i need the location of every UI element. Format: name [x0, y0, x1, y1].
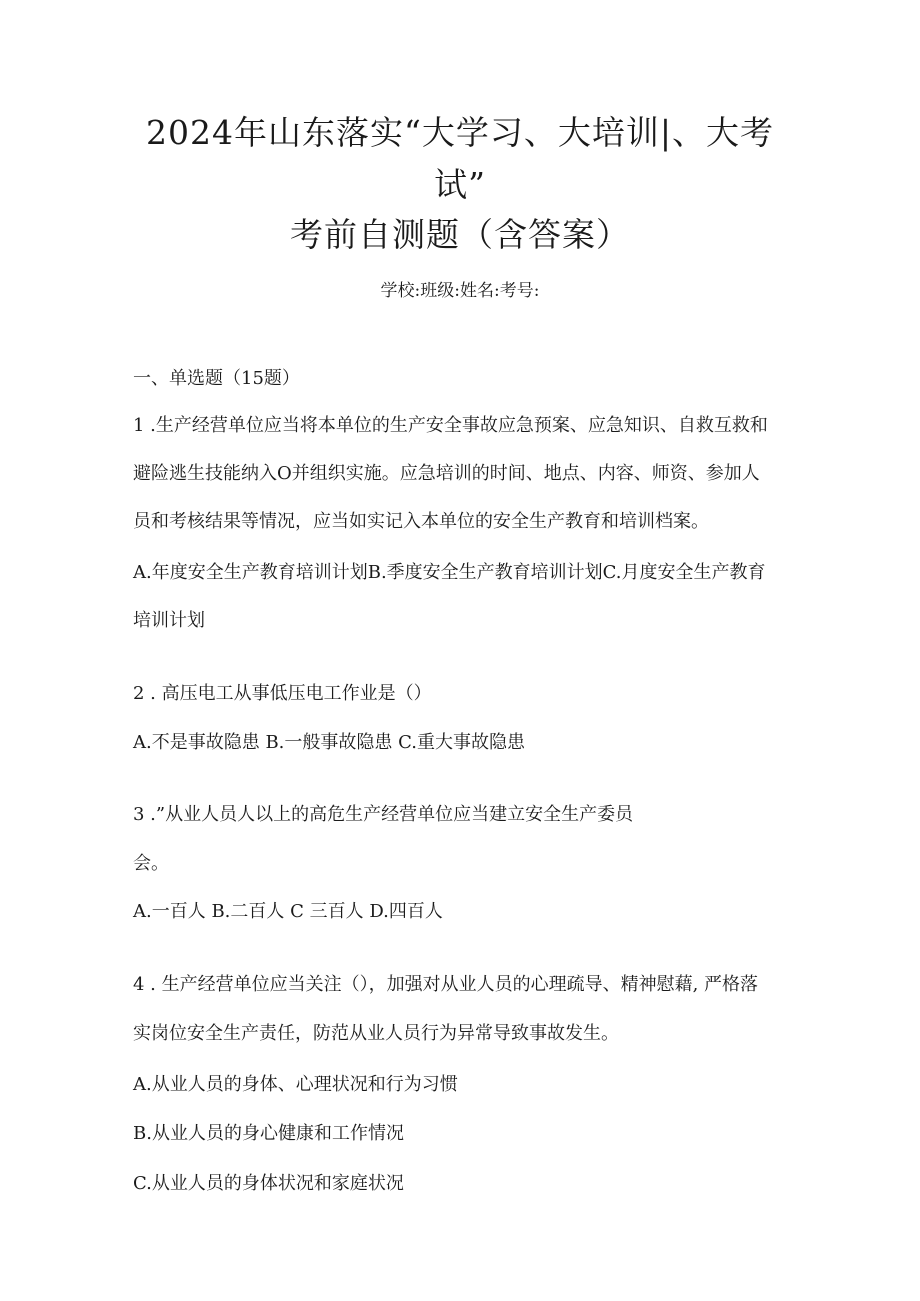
question-4-option-b: B.从业人员的身心健康和工作情况 [133, 1123, 404, 1144]
question-1-text-line-3: 员和考核结果等情况，应当如实记入本单位的安全生产教育和培训档案。 [133, 511, 709, 532]
question-1-text-line-1: 1 .生产经营单位应当将本单位的生产安全事故应急预案、应急知识、自救互救和 [133, 415, 768, 436]
question-4-option-c: C.从业人员的身体状况和家庭状况 [133, 1173, 404, 1194]
document-title-line-2: 试” [434, 165, 486, 204]
question-3-text-line-2: 会。 [133, 853, 169, 874]
document-title-line-1: 2024年山东落实“大学习、大培训|、大考 [146, 113, 774, 152]
question-4-option-a: A.从业人员的身体、心理状况和行为习惯 [133, 1074, 458, 1095]
question-3-text-line-1: 3 .”从业人员人以上的高危生产经营单位应当建立安全生产委员 [133, 804, 634, 825]
student-info-line: 学校:班级:姓名:考号: [380, 281, 540, 301]
document-subtitle: 考前自测题（含答案） [290, 215, 630, 254]
section-heading: 一、单选题（15题） [133, 368, 300, 389]
question-1-text-line-2: 避险逃生技能纳入O并组织实施。应急培训的时间、地点、内容、师资、参加人 [133, 463, 760, 484]
question-2-text: 2 . 高压电工从事低压电工作业是（） [133, 683, 432, 704]
question-4-text-line-1: 4 . 生产经营单位应当关注（），加强对从业人员的心理疏导、精神慰藉, 严格落 [133, 974, 759, 995]
question-1-options-line-1: A.年度安全生产教育培训计划B.季度安全生产教育培训计划C.月度安全生产教育 [133, 562, 766, 583]
question-1-options-line-2: 培训计划 [133, 610, 205, 631]
question-3-options: A.一百人 B.二百人 C 三百人 D.四百人 [133, 901, 443, 922]
question-2-options: A.不是事故隐患 B.一般事故隐患 C.重大事故隐患 [133, 732, 525, 753]
question-4-text-line-2: 实岗位安全生产责任，防范从业人员行为异常导致事故发生。 [133, 1023, 619, 1044]
